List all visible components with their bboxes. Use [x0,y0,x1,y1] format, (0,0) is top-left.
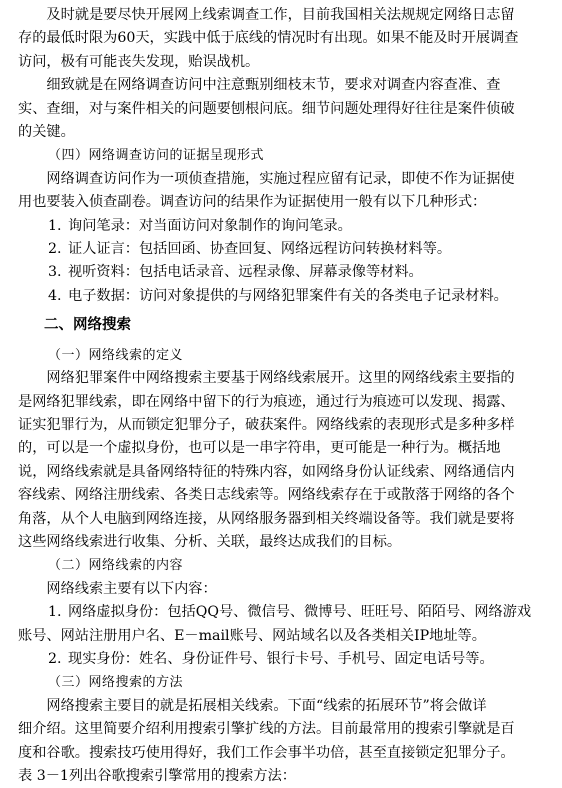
text-line: 的，可以是一个虚拟身份，也可以是一串字符串，更可能是一种行为。概括地 [18,440,501,457]
list-text: 电子数据：访问对象提供的与网络犯罪案件有关的各类电子记录材料。 [68,287,508,304]
list-item [48,238,544,261]
list-number: 4. [48,287,62,304]
list-number: 2. [48,650,62,667]
paragraph-evidence-intro [18,168,544,215]
list-item-continuation [18,625,544,648]
paragraph-timeliness [18,4,544,74]
list-item [48,601,544,624]
list-number: 1. [48,217,62,234]
list-text: 证人证言：包括回函、协查回复、网络远程访问转换材料等。 [68,241,452,258]
text-line: 网络犯罪案件中网络搜索主要基于网络线索展开。这里的网络线索主要指的 [46,370,515,387]
list-item [48,648,544,671]
text-line: 是网络犯罪线索，即在网络中留下的行为痕迹，通过行为痕迹可以发现、揭露、 [18,393,515,410]
text-line: 证实犯罪行为，从而锁定犯罪分子，破获案件。网络线索的表现形式是多种多样 [18,416,515,433]
list-text: 视听资料：包括电话录音、远程录像、屏幕录像等材料。 [68,264,423,281]
paragraph-search-method [18,695,544,765]
list-number: 1. [48,604,62,621]
subsection-title-content: （二）网络线索的内容 [48,558,184,574]
text-line: 用也要装入侦查副卷。调查访问的结果作为证据使用一般有以下几种形式： [18,194,487,211]
list-text: 网络虚拟身份：包括QQ号、微信号、微博号、旺旺号、陌陌号、网络游戏 [68,604,532,621]
paragraph-table-reference: 表 3－1列出谷歌搜索引擎常用的搜索方法： [18,768,296,784]
list-text: 账号、网站注册用户名、E－mail账号、网站域名以及各类相关IP地址等。 [18,627,486,644]
text-line: 细介绍。这里简要介绍利用搜索引擎扩线的方法。目前最常用的搜索引擎就是百 [18,721,515,738]
text-line: 访问，极有可能丧失发现，贻误战机。 [18,53,260,70]
text-line: 角落，从个人电脑到网络连接，从网络服务器到相关终端设备等。我们就是要将 [18,510,515,527]
subsection-title-evidence: （四）网络调查访问的证据呈现形式 [48,148,265,164]
text-line: 容线索、网络注册线索、各类日志线索等。网络线索存在于或散落于网络的各个 [18,487,515,504]
text-line: 的关键。 [18,124,75,141]
text-line: 实、查细，对与案件相关的问题要刨根问底。细节问题处理得好往往是案件侦破 [18,100,515,117]
list-text: 现实身份：姓名、身份证件号、银行卡号、手机号、固定电话号等。 [68,650,494,667]
section-title-network-search: 二、网络搜索 [44,317,131,334]
paragraph-detail [18,74,544,144]
text-line: 这些网络线索进行收集、分析、关联，最终达成我们的目标。 [18,533,402,550]
paragraph-clue-definition [18,367,544,554]
evidence-form-list [18,215,544,309]
list-number: 3. [48,264,62,281]
text-line: 细致就是在网络调查访问中注意甄别细枝末节，要求对调查内容查准、查 [46,77,501,94]
subsection-title-definition: （一）网络线索的定义 [48,347,184,363]
list-item [48,261,544,284]
text-line: 网络调查访问作为一项侦查措施，实施过程应留有记录，即使不作为证据使 [46,170,515,187]
text-line: 存的最低时限为60天，实践中低于底线的情况时有出现。如果不能及时开展调查 [18,30,519,47]
list-text: 询问笔录：对当面访问对象制作的询问笔录。 [68,217,352,234]
text-line: 说，网络线索就是具备网络特征的特殊内容，如网络身份认证线索、网络通信内 [18,463,515,480]
list-item [48,285,544,308]
subsection-title-method: （三）网络搜索的方法 [48,675,184,691]
list-item [48,215,544,238]
text-line: 及时就是要尽快开展网上线索调查工作，目前我国相关法规规定网络日志留 [46,7,515,23]
text-line: 度和谷歌。搜索技巧使用得好，我们工作会事半功倍，甚至直接锁定犯罪分子。 [18,744,515,761]
list-number: 2. [48,241,62,258]
text-line: 网络搜索主要目的就是拓展相关线索。下面“线索的拓展环节”将会做详 [46,697,487,714]
clue-content-list [18,601,544,671]
paragraph-content-intro: 网络线索主要有以下内容： [46,580,217,597]
